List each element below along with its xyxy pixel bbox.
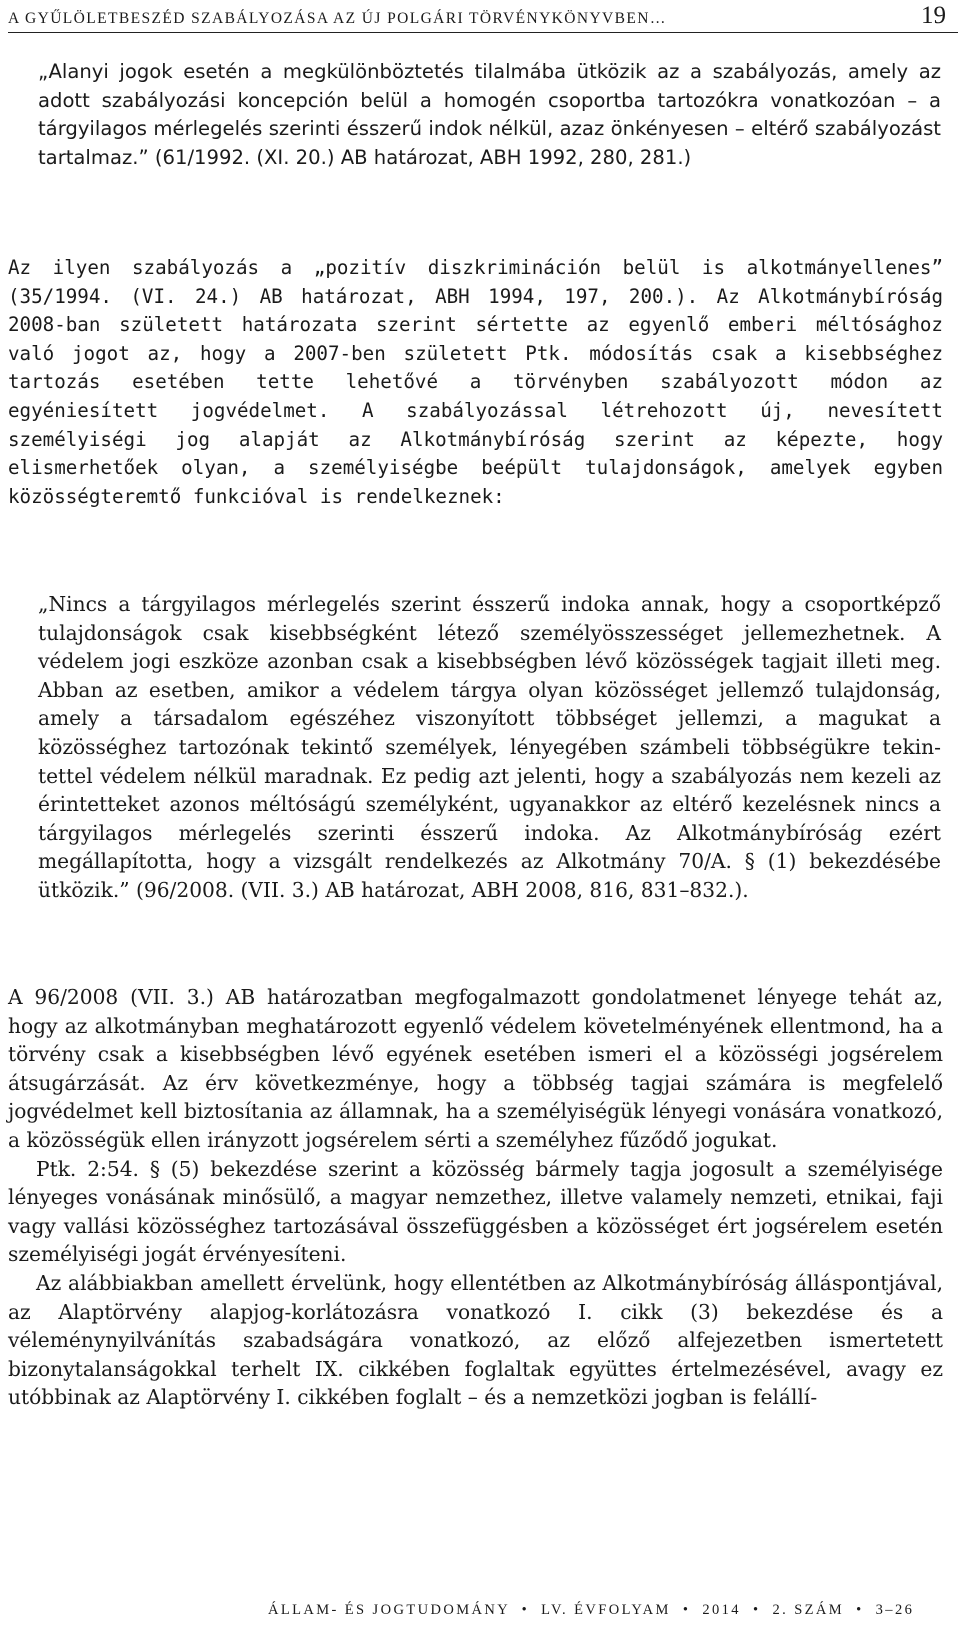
footer-year: 2014 bbox=[702, 1602, 741, 1618]
block-quote-1 bbox=[38, 58, 941, 172]
paragraph-text: Az ilyen szabályozás a „pozitív diszkrimináción belül is alkotmányellenes” (35/1994. (VI. 24.) AB határozat, ABH 1994, 197, 200.). Az Alkotmánybíróság 2008-ban született határozata szerint sértette az egyenlő emberi méltósághoz való jogot az, hogy a 2007-ben született Ptk. módosítás csak a kisebbséghez tartozás esetében tette lehetővé a törvényben szabályozott módon az egyéniesített jogvédelmet. A szabályozással létrehozott új, nevesített személyiségi jog alapját az Alkotmánybíróság szerint az képezte, hogy elismerhetőek olyan, a személyiségbe beépült tulajdonságok, amelyek egyben közösségteremtő funkcióval is rendelkeznek: bbox=[8, 256, 943, 508]
document-page bbox=[8, 0, 958, 1639]
footer-journal: ÁLLAM- ÉS JOGTUDOMÁNY bbox=[268, 1602, 510, 1618]
footer-issue: 2. SZÁM bbox=[772, 1602, 845, 1618]
bullet-icon: • bbox=[753, 1602, 761, 1618]
running-title: A GYŰLÖLETBESZÉD SZABÁLYOZÁSA AZ ÚJ POLGÁRI TÖRVÉNYKÖNYVBEN… bbox=[8, 10, 667, 27]
paragraph-argument: Az alábbiakban amellett érvelünk, hogy ellentétben az Alkotmánybíróság álláspontjával, az Alaptörvény alapjog-korlátozásra vonatkozó I. cikk (3) bekezdése és a véleménynyilvánítás szabadságára vonatkozó, az előző alfejezetben ismertetett bizonytalanságokkal terhelt IX. cikkében foglaltak együttes értelmezésével, avagy ez utóbbinak az Alaptörvény I. cikkében foglalt – és a nemzetközi jogban is felállí- bbox=[8, 1270, 943, 1410]
footer-volume: LV. ÉVFOLYAM bbox=[541, 1602, 671, 1618]
footer-pages: 3–26 bbox=[875, 1602, 915, 1618]
page-number: 19 bbox=[921, 2, 946, 29]
block-quote-2 bbox=[38, 590, 941, 905]
body-paragraph-1 bbox=[8, 254, 943, 511]
quote-paragraph: „Alanyi jogok esetén a megkülönböztetés tilalmába ütközik az a szabályozás, amely az adott szabályozási koncepción belül a homogén csoportba tartozókra vonatkozóan – a tárgyilagos mérlegelés szerinti ésszerű indok nélkül, azaz önkényesen – eltérő szabályozást tartalmaz.” (61/1992. (XI. 20.) AB határozat, ABH 1992, 280, 281.) bbox=[38, 60, 941, 169]
running-header bbox=[8, 2, 958, 33]
bullet-icon: • bbox=[521, 1602, 530, 1618]
paragraph-ptk: Ptk. 2:54. § (5) bekezdése szerint a közösség bármely tagja jogosult a személyisége lényeges vonásának minősülő, a magyar nemzethez, illetve valamely nemzeti, etnikai, faji vagy vallási közösséghez tartozásával összefüggésben a közösséget ért jogsérelem esetén személyiségi jogát érvényesíteni. bbox=[8, 1156, 943, 1267]
bullet-icon: • bbox=[856, 1602, 864, 1618]
quote-paragraph: „Nincs a tárgyilagos mérlegelés szerint ésszerű indoka annak, hogy a csoportképző tulajdonságok csak kisebbségként létező személyösszességet jellemezhetnek. A védelem jogi eszköze azonban csak a kisebbségben lévő közösségek tagjait illeti meg. Abban az esetben, amikor a védelem tárgya olyan közösséget jellemző tulajdonság, amely a társadalom egészéhez viszonyított többséget jellemzi, a magukat a közösséghez tartozónak tekintő személyek, lényegében számbeli többségükre tekintettel védelem nélkül maradnak. Ez pedig azt jelenti, hogy a szabályozás nem kezeli az érintetteket azonos méltóságú személyként, ugyanakkor az eltérő kezelésnek nincs a tárgyilagos mérlegelés szerinti ésszerű indoka. Az Alkotmánybíróság ezért megállapította, hogy a vizsgált rendelkezés az Alkotmány 70/A. § (1) bekezdésébe ütközik.” (96/2008. (VII. 3.) AB határozat, ABH 2008, 816, 831–832.). bbox=[38, 592, 941, 902]
bullet-icon: • bbox=[682, 1602, 691, 1618]
body-section-2 bbox=[8, 983, 943, 1412]
paragraph-main: A 96/2008 (VII. 3.) AB határozatban megfogalmazott gondolatmenet lényege tehát az, hogy az alkotmányban meghatározott egyenlő védelem követelményének ellentmond, ha a törvény csak a kisebbségben lévő egyének esetében ismeri el a közösségi jogsérelem átsugárzását. Az érv következménye, hogy a többség tagjai számára is megfelelő jogvédelmet kell biztosítania az államnak, ha a személyiségük lényegi vonására vonatkozó, a közösségük ellen irányzott jogsérelem sérti a személyhez fűződő jogukat. bbox=[8, 985, 943, 1152]
journal-footer bbox=[268, 1602, 958, 1619]
